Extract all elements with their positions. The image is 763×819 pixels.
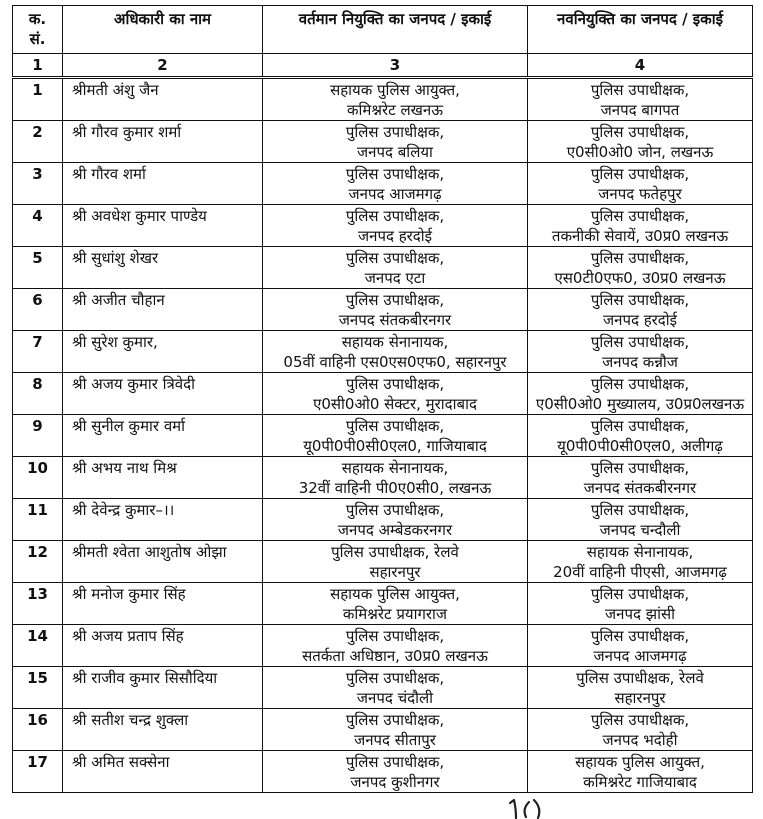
new-posting-line: पुलिस उपाधीक्षक, [590, 123, 690, 141]
new-posting [528, 415, 753, 457]
table-row [13, 121, 753, 163]
current-posting-line: कमिश्नरेट प्रयागराज [342, 605, 448, 623]
serial-number: 14 [13, 625, 63, 667]
serial-number: 11 [13, 499, 63, 541]
new-posting [528, 373, 753, 415]
table-row [13, 247, 753, 289]
table-row [13, 289, 753, 331]
serial-number: 15 [13, 667, 63, 709]
current-posting [263, 247, 528, 289]
new-posting-line: पुलिस उपाधीक्षक, [590, 585, 690, 603]
new-posting [528, 625, 753, 667]
column-number: 2 [63, 54, 263, 78]
current-posting-line: यू0पी0पी0सी0एल0, गाजियाबाद [303, 437, 487, 455]
current-posting [263, 499, 528, 541]
new-posting [528, 289, 753, 331]
current-posting [263, 667, 528, 709]
serial-number: 3 [13, 163, 63, 205]
serial-number: 8 [13, 373, 63, 415]
table-row [13, 331, 753, 373]
serial-number: 10 [13, 457, 63, 499]
current-posting-line: पुलिस उपाधीक्षक, [345, 291, 445, 309]
new-posting-line: पुलिस उपाधीक्षक, [590, 417, 690, 435]
new-posting-line: पुलिस उपाधीक्षक, [590, 375, 690, 393]
table-row [13, 163, 753, 205]
new-posting-line: पुलिस उपाधीक्षक, रेलवे [576, 669, 704, 687]
current-posting-line: पुलिस उपाधीक्षक, रेलवे [331, 543, 459, 561]
current-posting [263, 121, 528, 163]
table-row [13, 709, 753, 751]
current-posting [263, 457, 528, 499]
officer-name: श्रीमती अंशु जैन [63, 78, 263, 121]
table-row [13, 205, 753, 247]
current-posting-line: सहायक पुलिस आयुक्त, [330, 585, 460, 603]
current-posting-line: पुलिस उपाधीक्षक, [345, 669, 445, 687]
handwritten-mark [503, 797, 553, 819]
new-posting-line: जनपद कन्नौज [602, 353, 678, 371]
current-posting [263, 625, 528, 667]
officer-name: श्री अजय प्रताप सिंह [63, 625, 263, 667]
serial-number: 6 [13, 289, 63, 331]
serial-number: 7 [13, 331, 63, 373]
new-posting [528, 457, 753, 499]
new-posting-line: जनपद संतकबीरनगर [583, 479, 697, 497]
new-posting-line: सहारनपुर [614, 689, 666, 707]
new-posting-line: जनपद फतेहपुर [598, 185, 682, 203]
header-serial-line: क. [28, 10, 47, 28]
serial-number: 12 [13, 541, 63, 583]
table-row [13, 751, 753, 793]
current-posting [263, 289, 528, 331]
table-row [13, 415, 753, 457]
officer-name: श्री अवधेश कुमार पाण्डेय [63, 205, 263, 247]
new-posting-line: पुलिस उपाधीक्षक, [590, 291, 690, 309]
new-posting-line: पुलिस उपाधीक्षक, [590, 459, 690, 477]
current-posting-line: पुलिस उपाधीक्षक, [345, 501, 445, 519]
current-posting-line: पुलिस उपाधीक्षक, [345, 165, 445, 183]
table-row [13, 625, 753, 667]
new-posting [528, 205, 753, 247]
current-posting-line: कमिश्नरेट लखनऊ [347, 101, 443, 119]
current-posting-line: पुलिस उपाधीक्षक, [345, 123, 445, 141]
table-row [13, 667, 753, 709]
new-posting [528, 121, 753, 163]
current-posting [263, 541, 528, 583]
current-posting-line: ए0सी0ओ0 सेक्टर, मुरादाबाद [313, 395, 477, 413]
new-posting-line: पुलिस उपाधीक्षक, [590, 207, 690, 225]
current-posting-line: जनपद आजमगढ़ [348, 185, 442, 203]
serial-number: 13 [13, 583, 63, 625]
new-posting-line: ए0सी0ओ0 मुख्यालय, उ0प्र0लखनऊ [535, 395, 745, 413]
current-posting-line: सहायक पुलिस आयुक्त, [330, 81, 460, 99]
current-posting-line: सहायक सेनानायक, [341, 459, 449, 477]
new-posting [528, 247, 753, 289]
serial-number: 4 [13, 205, 63, 247]
column-number: 3 [263, 54, 528, 78]
current-posting-line: 05वीं वाहिनी एस0एस0एफ0, सहारनपुर [283, 353, 507, 371]
header-current-posting: वर्तमान नियुक्ति का जनपद / इकाई [263, 6, 528, 54]
current-posting-line: जनपद बलिया [357, 143, 433, 161]
current-posting-line: पुलिस उपाधीक्षक, [345, 375, 445, 393]
header-serial [13, 6, 63, 54]
new-posting-line: पुलिस उपाधीक्षक, [590, 627, 690, 645]
table-row [13, 499, 753, 541]
new-posting-line: तकनीकी सेवायें, उ0प्र0 लखनऊ [551, 227, 729, 245]
current-posting-line: जनपद हरदोई [357, 227, 433, 245]
current-posting-line: सहायक सेनानायक, [341, 333, 449, 351]
officer-name: श्री अजीत चौहान [63, 289, 263, 331]
new-posting [528, 583, 753, 625]
serial-number: 17 [13, 751, 63, 793]
header-officer-name: अधिकारी का नाम [63, 6, 263, 54]
officer-name: श्री सुरेश कुमार, [63, 331, 263, 373]
table-row [13, 583, 753, 625]
current-posting-line: जनपद चंदौली [356, 689, 434, 707]
current-posting [263, 415, 528, 457]
new-posting-line: जनपद झांसी [605, 605, 675, 623]
current-posting [263, 205, 528, 247]
officer-name: श्री सुनील कुमार वर्मा [63, 415, 263, 457]
current-posting-line: पुलिस उपाधीक्षक, [345, 207, 445, 225]
officer-name: श्री देवेन्द्र कुमार–।। [63, 499, 263, 541]
transfer-table [12, 5, 753, 793]
current-posting [263, 163, 528, 205]
new-posting-line: जनपद भदोही [602, 731, 678, 749]
header-new-posting: नवनियुक्ति का जनपद / इकाई [528, 6, 753, 54]
officer-name: श्रीमती श्वेता आशुतोष ओझा [63, 541, 263, 583]
new-posting [528, 78, 753, 121]
current-posting-line: पुलिस उपाधीक्षक, [345, 627, 445, 645]
officer-name: श्री अमित सक्सेना [63, 751, 263, 793]
new-posting-line: पुलिस उपाधीक्षक, [590, 501, 690, 519]
header-row [13, 6, 753, 54]
serial-number: 2 [13, 121, 63, 163]
serial-number: 5 [13, 247, 63, 289]
serial-number: 16 [13, 709, 63, 751]
header-serial-line: सं. [29, 30, 46, 48]
new-posting-line: पुलिस उपाधीक्षक, [590, 333, 690, 351]
new-posting-line: जनपद चन्दौली [599, 521, 681, 539]
new-posting-line: पुलिस उपाधीक्षक, [590, 711, 690, 729]
current-posting-line: सहारनपुर [369, 563, 421, 581]
officer-name: श्री राजीव कुमार सिसौदिया [63, 667, 263, 709]
new-posting-line: सहायक पुलिस आयुक्त, [575, 753, 705, 771]
new-posting-line: कमिश्नरेट गाजियाबाद [583, 773, 697, 791]
column-number: 4 [528, 54, 753, 78]
current-posting-line: जनपद कुशीनगर [350, 773, 440, 791]
column-number-row [13, 54, 753, 78]
current-posting-line: पुलिस उपाधीक्षक, [345, 249, 445, 267]
officer-name: श्री गौरव कुमार शर्मा [63, 121, 263, 163]
new-posting [528, 709, 753, 751]
new-posting-line: जनपद बागपत [600, 101, 680, 119]
current-posting [263, 583, 528, 625]
table-row [13, 373, 753, 415]
serial-number: 1 [13, 78, 63, 121]
table-body [13, 78, 753, 793]
table-row [13, 457, 753, 499]
current-posting-line: जनपद एटा [364, 269, 426, 287]
current-posting [263, 373, 528, 415]
new-posting [528, 163, 753, 205]
current-posting-line: पुलिस उपाधीक्षक, [345, 417, 445, 435]
new-posting-line: यू0पी0पी0सी0एल0, अलीगढ़ [557, 437, 723, 455]
new-posting [528, 331, 753, 373]
table-row [13, 78, 753, 121]
officer-name: श्री अजय कुमार त्रिवेदी [63, 373, 263, 415]
new-posting-line: जनपद आजमगढ़ [593, 647, 687, 665]
new-posting-line: पुलिस उपाधीक्षक, [590, 249, 690, 267]
serial-number: 9 [13, 415, 63, 457]
officer-name: श्री गौरव शर्मा [63, 163, 263, 205]
current-posting-line: जनपद संतकबीरनगर [338, 311, 452, 329]
new-posting-line: सहायक सेनानायक, [586, 543, 694, 561]
officer-name: श्री सतीश चन्द्र शुक्ला [63, 709, 263, 751]
new-posting [528, 667, 753, 709]
officer-name: श्री सुधांशु शेखर [63, 247, 263, 289]
new-posting-line: ए0सी0ओ0 जोन, लखनऊ [566, 143, 714, 161]
current-posting-line: सतर्कता अधिष्ठान, उ0प्र0 लखनऊ [302, 647, 488, 665]
current-posting [263, 709, 528, 751]
current-posting [263, 751, 528, 793]
table-row [13, 541, 753, 583]
officer-name: श्री मनोज कुमार सिंह [63, 583, 263, 625]
current-posting-line: जनपद अम्बेडकरनगर [337, 521, 453, 539]
new-posting [528, 499, 753, 541]
new-posting [528, 541, 753, 583]
officer-name: श्री अभय नाथ मिश्र [63, 457, 263, 499]
new-posting-line: पुलिस उपाधीक्षक, [590, 81, 690, 99]
current-posting-line: 32वीं वाहिनी पी0ए0सी0, लखनऊ [298, 479, 492, 497]
new-posting [528, 751, 753, 793]
new-posting-line: 20वीं वाहिनी पीएसी, आजमगढ़ [553, 563, 727, 581]
current-posting [263, 78, 528, 121]
new-posting-line: जनपद हरदोई [602, 311, 678, 329]
current-posting-line: जनपद सीतापुर [354, 731, 436, 749]
current-posting [263, 331, 528, 373]
new-posting-line: एस0टी0एफ0, उ0प्र0 लखनऊ [554, 269, 726, 287]
column-number: 1 [13, 54, 63, 78]
new-posting-line: पुलिस उपाधीक्षक, [590, 165, 690, 183]
current-posting-line: पुलिस उपाधीक्षक, [345, 711, 445, 729]
current-posting-line: पुलिस उपाधीक्षक, [345, 753, 445, 771]
